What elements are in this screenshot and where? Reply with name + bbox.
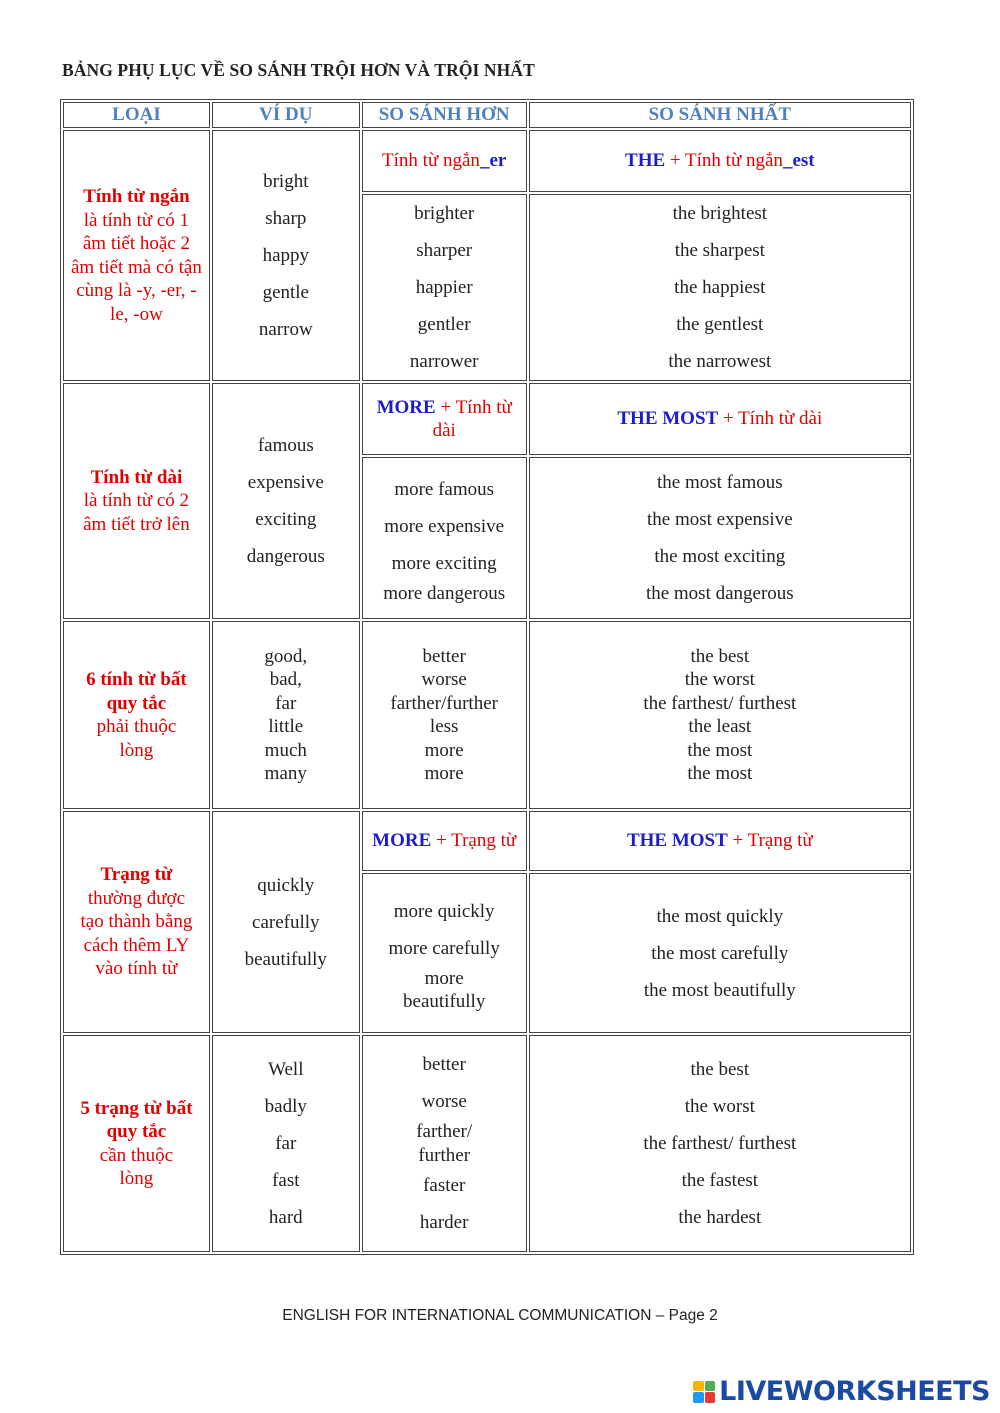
superlative-word: the narrowest — [668, 351, 772, 372]
superlative-word: the gentlest — [676, 314, 764, 335]
comparative-rule: Tính từ ngắn_er — [362, 130, 527, 192]
example-word: carefully — [252, 911, 320, 933]
superlative-word: the best — [690, 645, 750, 667]
page-title: BẢNG PHỤ LỤC VỀ SO SÁNH TRỘI HƠN VÀ TRỘI NHẤT — [62, 60, 535, 80]
row-label — [63, 383, 210, 619]
row-label — [63, 1035, 210, 1252]
superlative-rule: THE MOST + Tính từ dài — [529, 383, 911, 455]
example-word: dangerous — [246, 546, 325, 567]
example-word: expensive — [247, 472, 324, 493]
row-label-desc: cần thuộc lòng — [99, 1144, 174, 1189]
comparative-word: brighter — [414, 203, 475, 224]
superlative-rule: THE MOST + Trạng từ — [529, 811, 911, 871]
comparative-word: more expensive — [384, 515, 505, 537]
comparative-word: more — [424, 763, 464, 784]
superlative-word: the least — [688, 716, 752, 737]
superlatives-cell — [529, 194, 911, 381]
superlative-word: the most dangerous — [645, 583, 794, 604]
examples-cell — [212, 383, 360, 619]
comparative-word: happier — [415, 277, 473, 298]
table-row — [63, 811, 911, 871]
comparative-word: worse — [421, 669, 467, 690]
superlative-word: the most — [687, 739, 753, 761]
example-word: narrow — [258, 319, 313, 340]
superlative-word: the worst — [684, 669, 755, 690]
comparative-rule: MORE + Trạng từ — [362, 811, 527, 871]
example-word: far — [275, 692, 297, 714]
example-word: fast — [272, 1170, 300, 1191]
example-word: bad, — [269, 669, 302, 690]
superlative-word: the most exciting — [654, 546, 786, 567]
comparatives-cell — [362, 457, 527, 619]
example-word: happy — [262, 245, 309, 266]
comparative-word: more quickly — [393, 900, 495, 922]
example-word: sharp — [265, 208, 307, 229]
example-word: much — [264, 739, 307, 761]
superlative-word: the most beautifully — [643, 979, 796, 1001]
comparatives-cell — [362, 1035, 527, 1252]
example-word: bright — [263, 171, 309, 192]
comparative-word: faster — [423, 1175, 466, 1196]
row-label-desc: là tính từ có 2 âm tiết trở lên — [83, 490, 190, 535]
superlative-word: the farthest/ furthest — [643, 1133, 797, 1154]
example-word: little — [268, 716, 304, 737]
row-label — [63, 811, 210, 1033]
row-label-title: Tính từ dài — [90, 466, 183, 488]
comparative-word: worse — [421, 1091, 467, 1112]
superlative-word: the best — [690, 1059, 750, 1080]
row-label — [63, 621, 210, 809]
superlatives-cell — [529, 457, 911, 619]
comparative-word: less — [429, 716, 459, 737]
logo-icon — [693, 1381, 715, 1403]
examples-cell — [212, 811, 360, 1033]
superlatives-cell — [529, 621, 911, 809]
examples-cell — [212, 130, 360, 381]
comparative-word: more carefully — [388, 937, 500, 959]
comparative-word: sharper — [416, 240, 473, 261]
row-label-title: 5 trạng từ bất quy tắc — [80, 1097, 193, 1142]
comparative-word: harder — [419, 1212, 469, 1233]
example-word: exciting — [255, 509, 317, 530]
row-label-title: Trạng từ — [100, 864, 173, 886]
header-so-sanh-hon: SO SÁNH HƠN — [362, 102, 527, 128]
example-word: hard — [268, 1207, 303, 1228]
superlative-word: the most famous — [657, 472, 783, 493]
comparative-word: more dangerous — [383, 582, 506, 604]
table-row — [63, 130, 911, 192]
row-label — [63, 130, 210, 381]
superlative-word: the fastest — [681, 1170, 759, 1191]
table-row — [63, 383, 911, 455]
superlatives-cell — [529, 1035, 911, 1252]
example-word: far — [275, 1133, 297, 1154]
table-header-row — [63, 102, 911, 128]
row-label-desc: phải thuộc lòng — [96, 716, 177, 761]
logo-text: LIVEWORKSHEETS — [719, 1376, 990, 1407]
example-word: Well — [268, 1059, 304, 1080]
comparative-word: more beautifully — [403, 967, 486, 1012]
row-label-title: 6 tính từ bất quy tắc — [86, 669, 187, 714]
comparatives-cell — [362, 621, 527, 809]
comparative-word: more exciting — [391, 552, 497, 574]
header-vi-du: VÍ DỤ — [212, 102, 360, 128]
comparative-word: better — [422, 645, 466, 667]
example-word: quickly — [257, 874, 315, 896]
header-loai: LOẠI — [63, 102, 210, 128]
header-so-sanh-nhat: SO SÁNH NHẤT — [529, 102, 911, 128]
superlatives-cell — [529, 873, 911, 1033]
row-label-title: Tính từ ngắn — [83, 186, 190, 207]
superlative-word: the brightest — [672, 203, 768, 224]
liveworksheets-logo — [693, 1376, 990, 1407]
superlative-word: the most quickly — [656, 905, 784, 927]
comparative-word: farther/ further — [416, 1121, 473, 1166]
examples-cell — [212, 621, 360, 809]
comparison-table — [60, 99, 914, 1255]
comparative-word: gentler — [417, 314, 471, 335]
table-row — [63, 1035, 911, 1252]
superlative-word: the sharpest — [674, 240, 765, 261]
example-word: good, — [264, 645, 308, 667]
example-word: many — [264, 763, 307, 784]
page-footer: ENGLISH FOR INTERNATIONAL COMMUNICATION – Page 2 — [282, 1307, 718, 1324]
example-word: gentle — [262, 282, 309, 303]
comparative-rule: MORE + Tính từ dài — [362, 383, 527, 455]
superlative-rule: THE + Tính từ ngắn_est — [529, 130, 911, 192]
superlative-word: the worst — [684, 1096, 755, 1117]
comparative-word: farther/further — [390, 692, 498, 714]
superlative-word: the most — [687, 763, 753, 784]
comparatives-cell — [362, 873, 527, 1033]
comparative-word: more — [424, 739, 464, 761]
example-word: famous — [257, 435, 314, 456]
example-word: beautifully — [244, 948, 327, 970]
superlative-word: the happiest — [674, 277, 766, 298]
row-label-desc: là tính từ có 1 âm tiết hoặc 2 âm tiết mà có tận cùng là -y, -er, -le, -ow — [71, 209, 202, 325]
examples-cell — [212, 1035, 360, 1252]
row-label-desc: thường được tạo thành bằng cách thêm LY vào tính từ — [80, 887, 193, 980]
superlative-word: the farthest/ furthest — [643, 692, 797, 714]
superlative-word: the most expensive — [647, 509, 793, 530]
table-row — [63, 621, 911, 809]
comparative-word: narrower — [409, 351, 479, 372]
superlative-word: the most carefully — [651, 942, 789, 964]
superlative-word: the hardest — [678, 1207, 762, 1228]
comparatives-cell — [362, 194, 527, 381]
example-word: badly — [264, 1096, 307, 1117]
comparative-word: more famous — [394, 478, 495, 500]
comparative-word: better — [422, 1054, 466, 1075]
